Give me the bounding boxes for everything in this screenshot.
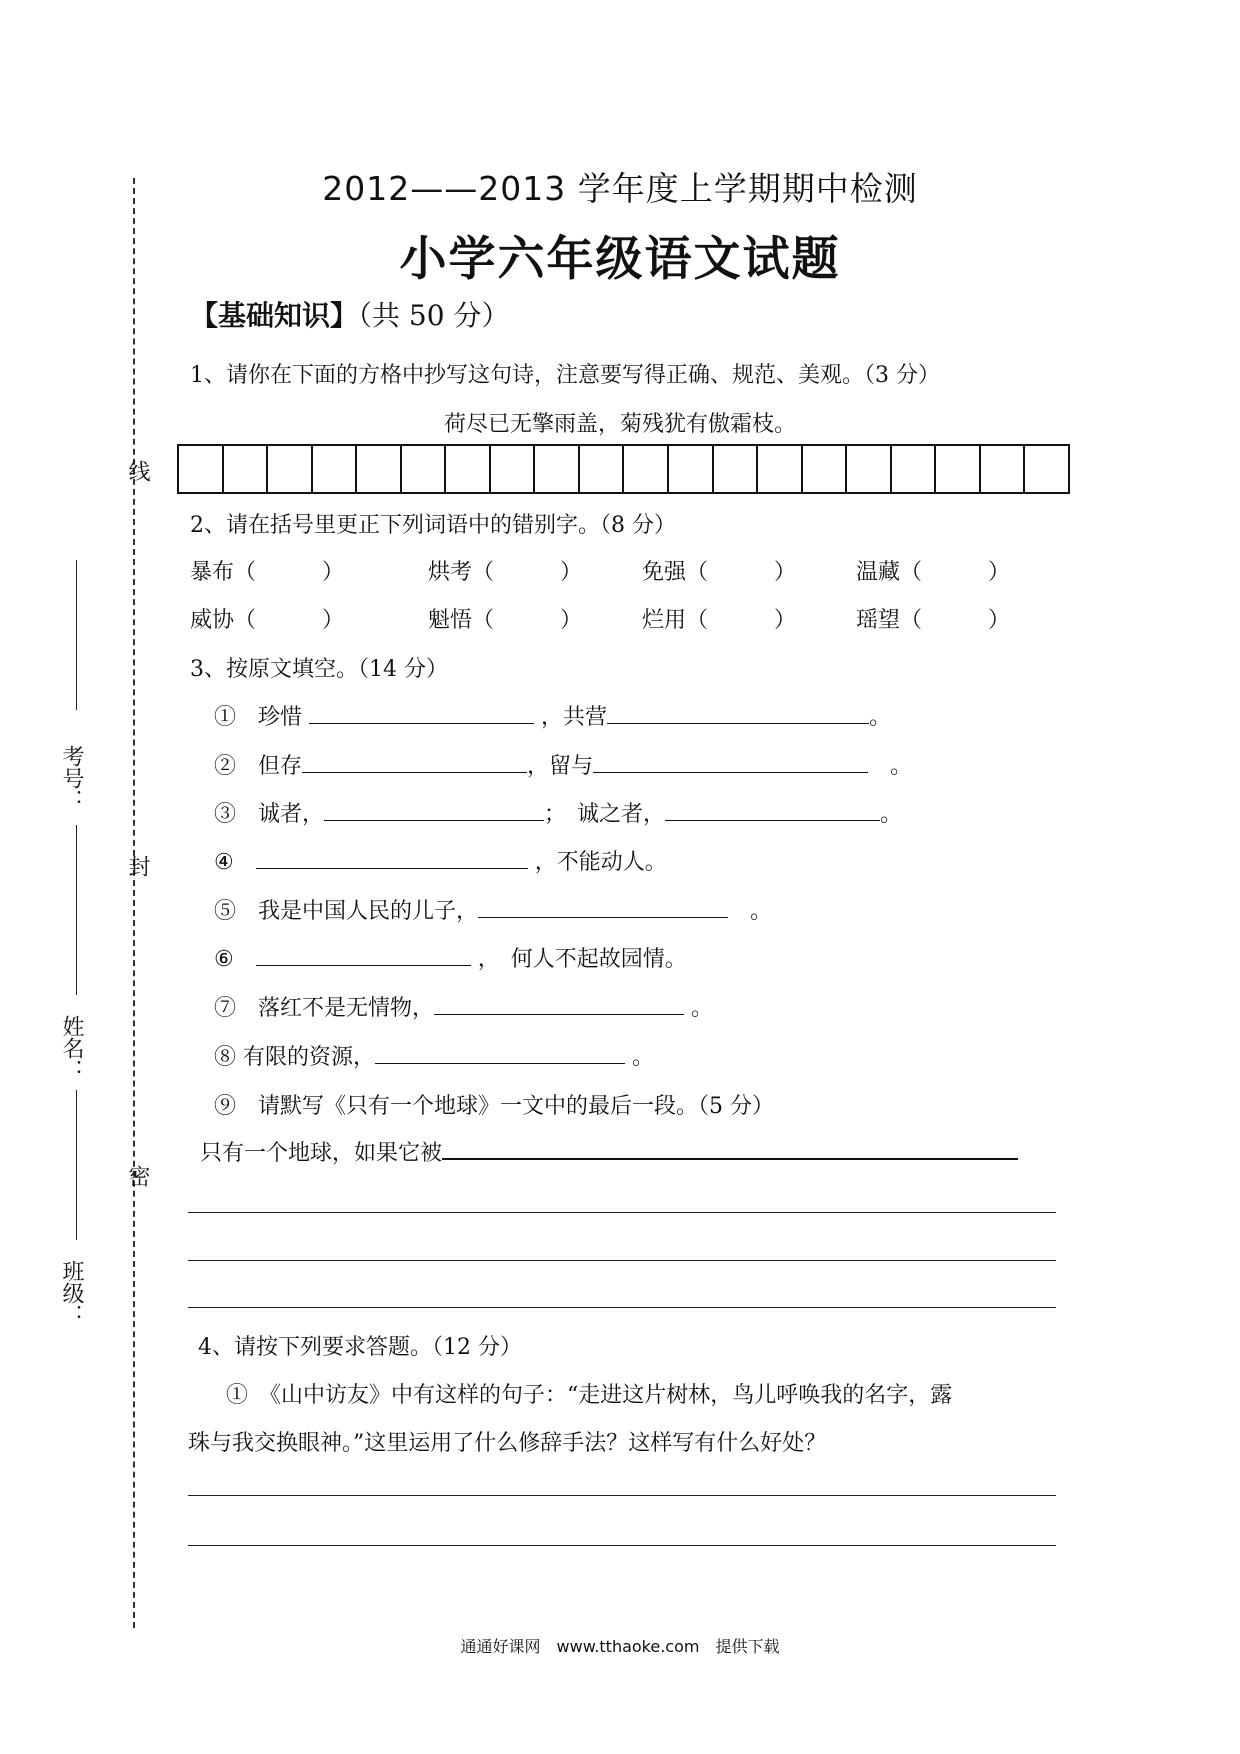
seal-mark: 封 bbox=[125, 855, 150, 877]
grid-cell[interactable] bbox=[268, 446, 313, 492]
name-line bbox=[76, 825, 77, 995]
section-score: （共 50 分） bbox=[358, 299, 510, 332]
grid-cell[interactable] bbox=[847, 446, 892, 492]
exam-no-label: 考号： bbox=[59, 745, 84, 811]
grid-cell[interactable] bbox=[758, 446, 803, 492]
grid-cell[interactable] bbox=[936, 446, 981, 492]
q3-item-3: ③ 诚者， ； 诚之者， 。 bbox=[214, 802, 903, 827]
exam-subtitle: 小学六年级语文试题 bbox=[399, 232, 841, 287]
blank[interactable] bbox=[665, 800, 880, 821]
answer-line[interactable] bbox=[188, 1260, 1056, 1261]
q1-prompt: 1、请你在下面的方格中抄写这句诗，注意要写得正确、规范、美观。（3 分） bbox=[190, 363, 940, 388]
grid-cell[interactable] bbox=[624, 446, 669, 492]
class-label: 班级： bbox=[59, 1260, 84, 1326]
secret-mark: 密 bbox=[125, 1165, 150, 1187]
grid-cell[interactable] bbox=[580, 446, 625, 492]
blank[interactable] bbox=[256, 848, 528, 869]
grid-cell[interactable] bbox=[669, 446, 714, 492]
q2-prompt: 2、请在括号里更正下列词语中的错别字。（8 分） bbox=[190, 513, 676, 538]
q3-item-6: ⑥ ， 何人不起故园情。 bbox=[214, 947, 687, 972]
answer-line[interactable] bbox=[442, 1138, 1018, 1160]
grid-cell[interactable] bbox=[179, 446, 224, 492]
q2-word: 暴布（ ） bbox=[190, 560, 345, 585]
q3-item-1: ① 珍惜 ，共营 。 bbox=[214, 705, 892, 730]
section-title: 【基础知识】 bbox=[190, 299, 359, 332]
grid-cell[interactable] bbox=[535, 446, 580, 492]
answer-line[interactable] bbox=[188, 1212, 1056, 1213]
grid-cell[interactable] bbox=[446, 446, 491, 492]
blank[interactable] bbox=[593, 752, 868, 773]
blank[interactable] bbox=[309, 703, 534, 724]
exam-no-line bbox=[76, 560, 77, 710]
q3-item-2: ② 但存 ，留与 。 bbox=[214, 754, 913, 779]
grid-cell[interactable] bbox=[224, 446, 269, 492]
q2-word: 烂用（ ） bbox=[642, 608, 797, 633]
answer-line[interactable] bbox=[188, 1495, 1056, 1496]
q1-poem: 荷尽已无擎雨盖，菊残犹有傲霜枝。 bbox=[443, 412, 796, 437]
blank[interactable] bbox=[607, 703, 869, 724]
section-heading bbox=[190, 294, 509, 334]
blank[interactable] bbox=[302, 752, 527, 773]
blank[interactable] bbox=[324, 800, 544, 821]
q4-sub1-line2: 珠与我交换眼神。”这里运用了什么修辞手法？这样写有什么好处？ bbox=[188, 1431, 827, 1456]
blank[interactable] bbox=[375, 1043, 625, 1064]
grid-cell[interactable] bbox=[313, 446, 358, 492]
q4-prompt: 4、请按下列要求答题。（12 分） bbox=[198, 1335, 522, 1360]
grid-cell[interactable] bbox=[1025, 446, 1068, 492]
q2-word: 免强（ ） bbox=[642, 560, 797, 585]
blank[interactable] bbox=[434, 994, 684, 1015]
answer-line[interactable] bbox=[188, 1545, 1056, 1546]
q3-item-4: ④ ，不能动人。 bbox=[214, 850, 667, 875]
grid-cell[interactable] bbox=[892, 446, 937, 492]
q2-word: 烘考（ ） bbox=[428, 560, 583, 585]
q2-word: 瑶望（ ） bbox=[856, 608, 1011, 633]
class-line bbox=[76, 1090, 77, 1240]
footer-text: 通通好课网 www.tthaoke.com 提供下载 bbox=[460, 1637, 780, 1656]
grid-cell[interactable] bbox=[803, 446, 848, 492]
blank[interactable] bbox=[256, 945, 471, 966]
grid-cell[interactable] bbox=[402, 446, 447, 492]
q3-item-9: ⑨ 请默写《只有一个地球》一文中的最后一段。（5 分） bbox=[214, 1094, 774, 1119]
q3-item-9-start: 只有一个地球，如果它被 bbox=[200, 1136, 1018, 1167]
q3-item-7: ⑦ 落红不是无情物， 。 bbox=[214, 996, 714, 1021]
binding-dashed-line bbox=[133, 178, 135, 1628]
q2-word: 魁悟（ ） bbox=[428, 608, 583, 633]
q3-prompt: 3、按原文填空。（14 分） bbox=[190, 657, 448, 682]
q3-item-5: ⑤ 我是中国人民的儿子， 。 bbox=[214, 899, 773, 924]
grid-cell[interactable] bbox=[981, 446, 1026, 492]
q3-item-8: ⑧ 有限的资源， 。 bbox=[214, 1045, 655, 1070]
q2-word: 威协（ ） bbox=[190, 608, 345, 633]
name-label: 姓名： bbox=[59, 1015, 84, 1081]
grid-cell[interactable] bbox=[491, 446, 536, 492]
answer-line[interactable] bbox=[188, 1307, 1056, 1308]
copy-grid[interactable] bbox=[177, 444, 1070, 494]
blank[interactable] bbox=[478, 897, 728, 918]
line-mark: 线 bbox=[125, 460, 150, 482]
q4-sub1-line1: ① 《山中访友》中有这样的句子：“走进这片树林，鸟儿呼唤我的名字，露 bbox=[226, 1383, 953, 1408]
grid-cell[interactable] bbox=[357, 446, 402, 492]
q2-word: 温藏（ ） bbox=[856, 560, 1011, 585]
grid-cell[interactable] bbox=[714, 446, 759, 492]
exam-title: 2012——2013 学年度上学期期中检测 bbox=[322, 169, 918, 208]
